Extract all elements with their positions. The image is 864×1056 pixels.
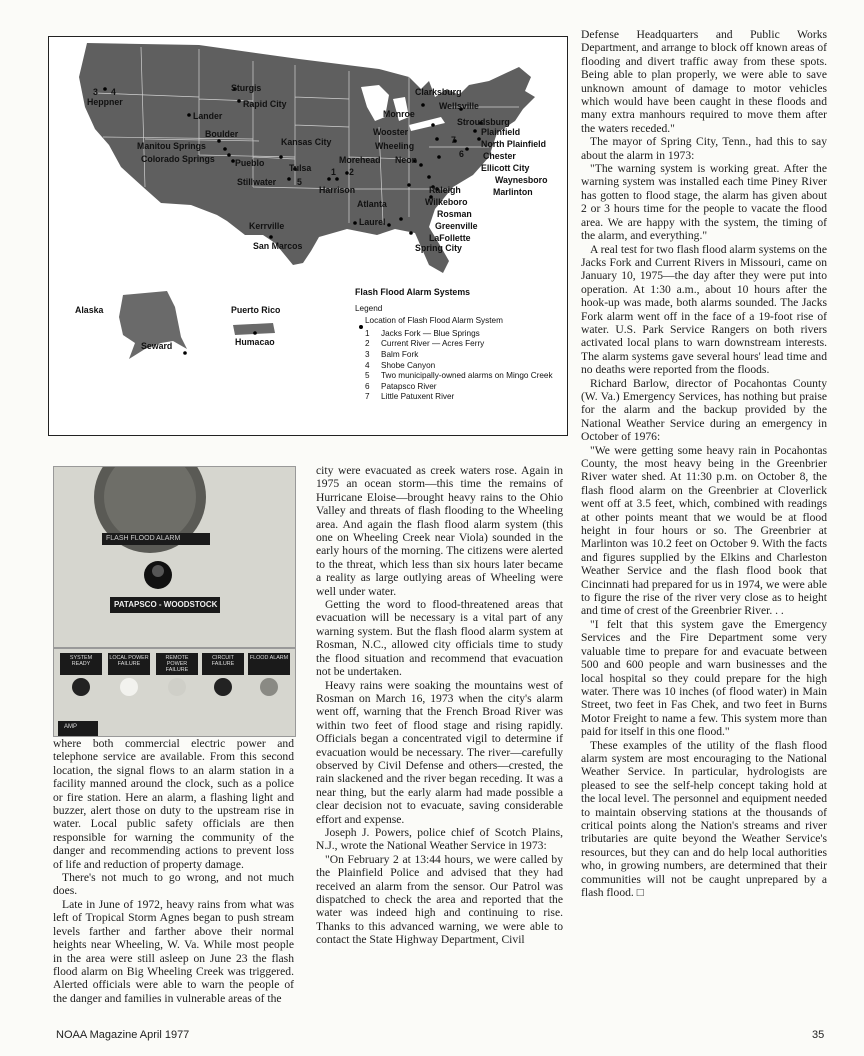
map-label: 5 xyxy=(297,177,302,187)
map-label: Harrison xyxy=(319,185,356,195)
map-label: Clarksburg xyxy=(415,87,462,97)
article-paragraph: Heavy rains were soaking the mountains west of Rosman on March 16, 1973 when the city's alarm went off, warning that the French Broad River was within two feet of flood stage and rising rapidly. Officials began a concentrated vigil to determine if evacuation would be necessary. The river—carefully observed by Civil Defense and others—crested, the rain slackened and the river began receding. It was a near thing, but the early alarm had made possible a clear decision not to evacuate, saving considerable effort and expense. xyxy=(316,678,563,826)
legend-item-number: 6 xyxy=(365,381,370,391)
article-paragraph: Richard Barlow, director of Pocahontas County (W. Va.) Emergency Services, has nothing but praise for the alarm and the backup provided by the National Weather Service during an emergency in October of 1976: xyxy=(581,376,827,444)
map-label: Pueblo xyxy=(235,158,265,168)
article-paragraph: A real test for two flash flood alarm systems on the Jacks Fork and Current Rivers in Missouri, came on January 10, 1975—the day after they were put into operation. At 1:30 a.m., about 10 hours after the hook-up was made, both alarms sounded. The Jacks Fork alarm went off in the face of a 19-foot rise of water. U.S. Park Service Rangers on both rivers activated local plans to warn downstream interests. The alarm systems gave several hours' lead time and no deaths were reported from the floods. xyxy=(581,242,827,377)
map-label: Manitou Springs xyxy=(137,141,206,151)
panel-top-label: FLASH FLOOD ALARM xyxy=(106,535,181,542)
map-label: Humacao xyxy=(235,337,275,347)
article-paragraph: Defense Headquarters and Public Works Department, and arrange to block off known areas of flooding and divert traffic away from these spots. Being able to plan properly, we were able to save unknown amount of damage to motor vehicles which would have been caught in these floods and many extra manhours required to move them after the waters receded." xyxy=(581,28,827,135)
map-label: North Plainfield xyxy=(481,139,547,149)
article-column-3 xyxy=(581,28,827,899)
map-label: Wellsville xyxy=(439,101,479,111)
region-label-alaska: Alaska xyxy=(75,305,104,315)
map-label: Spring City xyxy=(415,243,462,253)
article-paragraph: There's not much to go wrong, and not much does. xyxy=(53,871,294,898)
map-label: Plainfield xyxy=(481,127,521,137)
map-label: Raleigh xyxy=(429,185,461,195)
article-paragraph: Late in June of 1972, heavy rains from what was left of Tropical Storm Agnes began to push stream levels farther and farther above their normal heights near Wheeling, W. Va. While most people in the area were still asleep on June 23 the flash flood alarm on Big Wheeling Creek was triggered. Alerted officials were able to warn the people of the danger and families in vulnerable areas of the xyxy=(53,897,294,1005)
page-number: 35 xyxy=(812,1029,825,1041)
map-label: Marlinton xyxy=(493,187,533,197)
map-legend xyxy=(355,287,560,403)
legend-item-number: 2 xyxy=(365,339,370,349)
legend-item-number: 7 xyxy=(365,392,370,402)
map-label: 1 xyxy=(331,167,336,177)
alarm-panel-photo xyxy=(53,466,296,737)
map-label: Seward xyxy=(141,341,173,351)
panel-indicator-label: REMOTE POWER FAILURE xyxy=(165,655,189,673)
legend-item-number: 4 xyxy=(365,360,370,370)
map-label: 3 xyxy=(93,87,98,97)
map-label: Neon xyxy=(395,155,417,165)
panel-indicator-label: FLOOD ALARM xyxy=(249,655,289,661)
article-paragraph: where both commercial electric power and telephone service are available. From this second location, the signal flows to an alarm station in a facility manned around the clock, such as a police or fire station. Here an alarm, a flashing light and buzzer, alert those on duty to the upstream rise in water. Local public safety officials are then responsible for warning the community of the danger and recommending actions to prevent loss of life and reduction of property damage. xyxy=(53,737,294,871)
map-label: Laurel xyxy=(359,217,386,227)
article-column-2 xyxy=(316,464,563,947)
legend-item-text: Little Patuxent River xyxy=(381,392,455,402)
legend-item-text: Current River — Acres Ferry xyxy=(381,339,485,349)
map-label: Kansas City xyxy=(281,137,332,147)
legend-heading: Legend xyxy=(355,303,383,313)
map-label: Waynesboro xyxy=(495,175,548,185)
map-label: Atlanta xyxy=(357,199,387,209)
legend-item xyxy=(355,392,560,403)
legend-item-number: 5 xyxy=(365,371,370,381)
map-label: Stillwater xyxy=(237,177,277,187)
legend-title: Flash Flood Alarm Systems xyxy=(355,287,471,297)
article-paragraph: city were evacuated as creek waters rose. Again in 1975 an ocean storm—this time the remains of Hurricane Eloise—brought heavy rains to the Ohio Valley and threats of flash flooding to the Wheeling area. And again the flash flood alarm system (this one on Wheeling Creek near Viola) sounded in the early hours of the morning. The citizens were alerted to the threat, which less than six hours later became a reality as large outlying areas of Wheeling were well under water. xyxy=(316,464,563,598)
map-label: Rosman xyxy=(437,209,472,219)
article-paragraph: The mayor of Spring City, Tenn., had this to say about the alarm in 1973: xyxy=(581,135,827,162)
article-paragraph: These examples of the utility of the flash flood alarm system are most encouraging to the National Weather Service. In particular, hydrologists are pleased to see the self-help concept taking hold at the local level. The personnel and equipment needed to maintain observing stations at the thousands of critical points along the Nation's streams and river tributaries are quite beyond the Weather Service's resources, but they can and do help local authorities who, in growing numbers, are determined that their communities will not be caught unprepared by a flash flood. □ xyxy=(581,738,827,899)
panel-indicator-label: SYSTEM READY xyxy=(69,655,93,667)
map-label: Ellicott City xyxy=(481,163,530,173)
legend-item-text: Two municipally-owned alarms on Mingo Creek xyxy=(381,371,553,381)
map-label: Rapid City xyxy=(243,99,287,109)
map-label: 4 xyxy=(111,87,116,97)
legend-item-number: 3 xyxy=(365,349,370,359)
map-label: Wooster xyxy=(373,127,409,137)
article-paragraph: Joseph J. Powers, police chief of Scotch Plains, N.J., wrote the National Weather Service in 1973: xyxy=(316,825,563,853)
legend-item-text: Balm Fork xyxy=(381,349,419,359)
panel-indicator-label: CIRCUIT FAILURE xyxy=(211,655,235,667)
legend-item-number: 1 xyxy=(365,328,370,338)
end-mark: □ xyxy=(633,886,644,899)
legend-item xyxy=(355,329,560,340)
map-label: Wheeling xyxy=(375,141,415,151)
map-label: Colorado Springs xyxy=(141,154,215,164)
panel-bottom-label: AMP xyxy=(64,724,78,730)
panel-station-label: PATAPSCO - WOODSTOCK xyxy=(114,600,218,609)
legend-item xyxy=(355,371,560,382)
legend-item xyxy=(355,339,560,350)
article-paragraph: "We were getting some heavy rain in Pocahontas County, the most heavy being in the Greenbrier River water shed. At 11:30 p.m. on October 8, the flash flood alarm on the Greenbrier at Cloverlick went off at 3.5 feet, which, combined with readings at other points meant that we would be at flood height in four hours or so. The Greenbrier at Marlinton was 10.2 feet on October 9. With the facts and figures supplied by the Elkins and Charleston Weather Service and the flash flood book that Cincinnati had prepared for us in 1974, we were able to figure the rise of the river very close as to height and time of crest of the Greenbrier River. . . xyxy=(581,443,827,618)
flash-flood-alarm-map xyxy=(48,36,568,436)
legend-item-text: Jacks Fork — Blue Springs xyxy=(381,328,480,338)
map-label: Sturgis xyxy=(231,83,262,93)
article-column-1 xyxy=(53,737,294,1005)
article-paragraph: "I felt that this system gave the Emergency Services and the Fire Department some very valuable time to prepare for and evacuate between 500 and 600 people and warn businesses and the local hospital so they could prepare for the high water. There was 10 inches (of flood water) in Main Street, two feet in Fas Chek, and two feet in Burns Motor Freight to name a few. This system more than paid for itself in this one flood." xyxy=(581,617,827,739)
map-label: Stroudsburg xyxy=(457,117,510,127)
map-label: Tulsa xyxy=(289,163,312,173)
legend-item xyxy=(355,350,560,361)
region-label-puerto-rico: Puerto Rico xyxy=(231,305,281,315)
map-label: Chester xyxy=(483,151,516,161)
map-label: San Marcos xyxy=(253,241,303,251)
legend-location: Location of Flash Flood Alarm System xyxy=(365,316,503,326)
map-label: Boulder xyxy=(205,129,239,139)
map-label: Greenville xyxy=(435,221,478,231)
map-label: Morehead xyxy=(339,155,381,165)
article-paragraph: "The warning system is working great. After the warning system was installed each time Piney River has gotten to flood stage, the alarm has given about 2 or 3 hours time for the people to vacate the flood area. We are happy with the system, the timing of the alarm, and everything." xyxy=(581,162,827,243)
legend-items xyxy=(355,329,560,403)
legend-item-text: Shobe Canyon xyxy=(381,360,436,370)
footer-magazine: NOAA Magazine April 1977 xyxy=(56,1029,190,1041)
map-label: 7 xyxy=(451,135,456,145)
article-paragraph: "On February 2 at 13:44 hours, we were called by the Plainfield Police and advised that they had received an alarm from the sensor. Our Patrol was dispatched to check the area and reported that the water was indeed high and continuing to rise. Thanks to this advanced warning, we were able to contact the State Highway Department, Civil xyxy=(316,852,563,947)
legend-item xyxy=(355,382,560,393)
panel-indicator-label: LOCAL POWER FAILURE xyxy=(109,655,149,667)
map-label: Monroe xyxy=(383,109,415,119)
map-label: 2 xyxy=(349,167,354,177)
legend-item xyxy=(355,361,560,372)
map-label: Heppner xyxy=(87,97,123,107)
article-paragraph: Getting the word to flood-threatened areas that evacuation will be necessary is a vital part of any warning system. But the flash flood alarm system at Rosman, N.C., allowed city officials time to study the flood situation and recommend that evacuation not be undertaken. xyxy=(316,598,563,679)
map-label: Kerrville xyxy=(249,221,285,231)
map-label: LaFollette xyxy=(429,233,471,243)
map-label: Wilkeboro xyxy=(425,197,468,207)
legend-item-text: Patapsco River xyxy=(381,381,437,391)
map-label: Lander xyxy=(193,111,223,121)
map-label: 6 xyxy=(459,149,464,159)
